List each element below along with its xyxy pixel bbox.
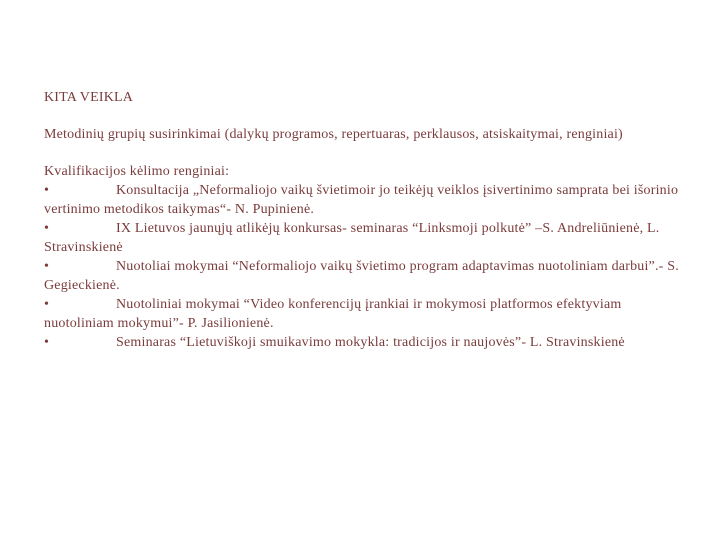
qualification-list	[44, 181, 684, 352]
list-item	[44, 295, 684, 333]
bullet-icon: •	[44, 221, 50, 236]
bullet-icon: •	[44, 259, 50, 274]
bullet-icon: •	[44, 335, 50, 350]
list-item-text: Konsultacija „Neformaliojo vaikų švietimoir jo teikėjų veiklos įsivertinimo samprata bei išorinio vertinimo metodikos taikymas“- N. Pupinienė.	[44, 183, 679, 217]
qualification-title: Kvalifikacijos kėlimo renginiai:	[44, 164, 230, 179]
list-item	[44, 333, 684, 352]
list-item	[44, 181, 684, 219]
list-item	[44, 219, 684, 257]
bullet-icon: •	[44, 297, 50, 312]
list-item-text: IX Lietuvos jaunųjų atlikėjų konkursas- seminaras “Linksmoji polkutė” –S. Andreliūnienė, L. Stravinskienė	[44, 221, 660, 255]
list-item-text: Nuotoliai mokymai “Neformaliojo vaikų švietimo program adaptavimas nuotoliniam darbui”.- S. Gegieckienė.	[44, 259, 679, 293]
list-item-text: Seminaras “Lietuviškoji smuikavimo mokykla: tradicijos ir naujovės”- L. Stravinskienė	[116, 335, 625, 350]
bullet-icon: •	[44, 183, 50, 198]
section-heading: KITA VEIKLA	[44, 90, 134, 105]
meetings-paragraph: Metodinių grupių susirinkimai (dalykų programos, repertuaras, perklausos, atsiskaitymai, renginiai)	[44, 127, 623, 142]
list-item	[44, 257, 684, 295]
slide-content	[44, 88, 684, 352]
list-item-text: Nuotoliniai mokymai “Video konferencijų įrankiai ir mokymosi platformos efektyviam nuotoliniam mokymui”- P. Jasilionienė.	[44, 297, 622, 331]
